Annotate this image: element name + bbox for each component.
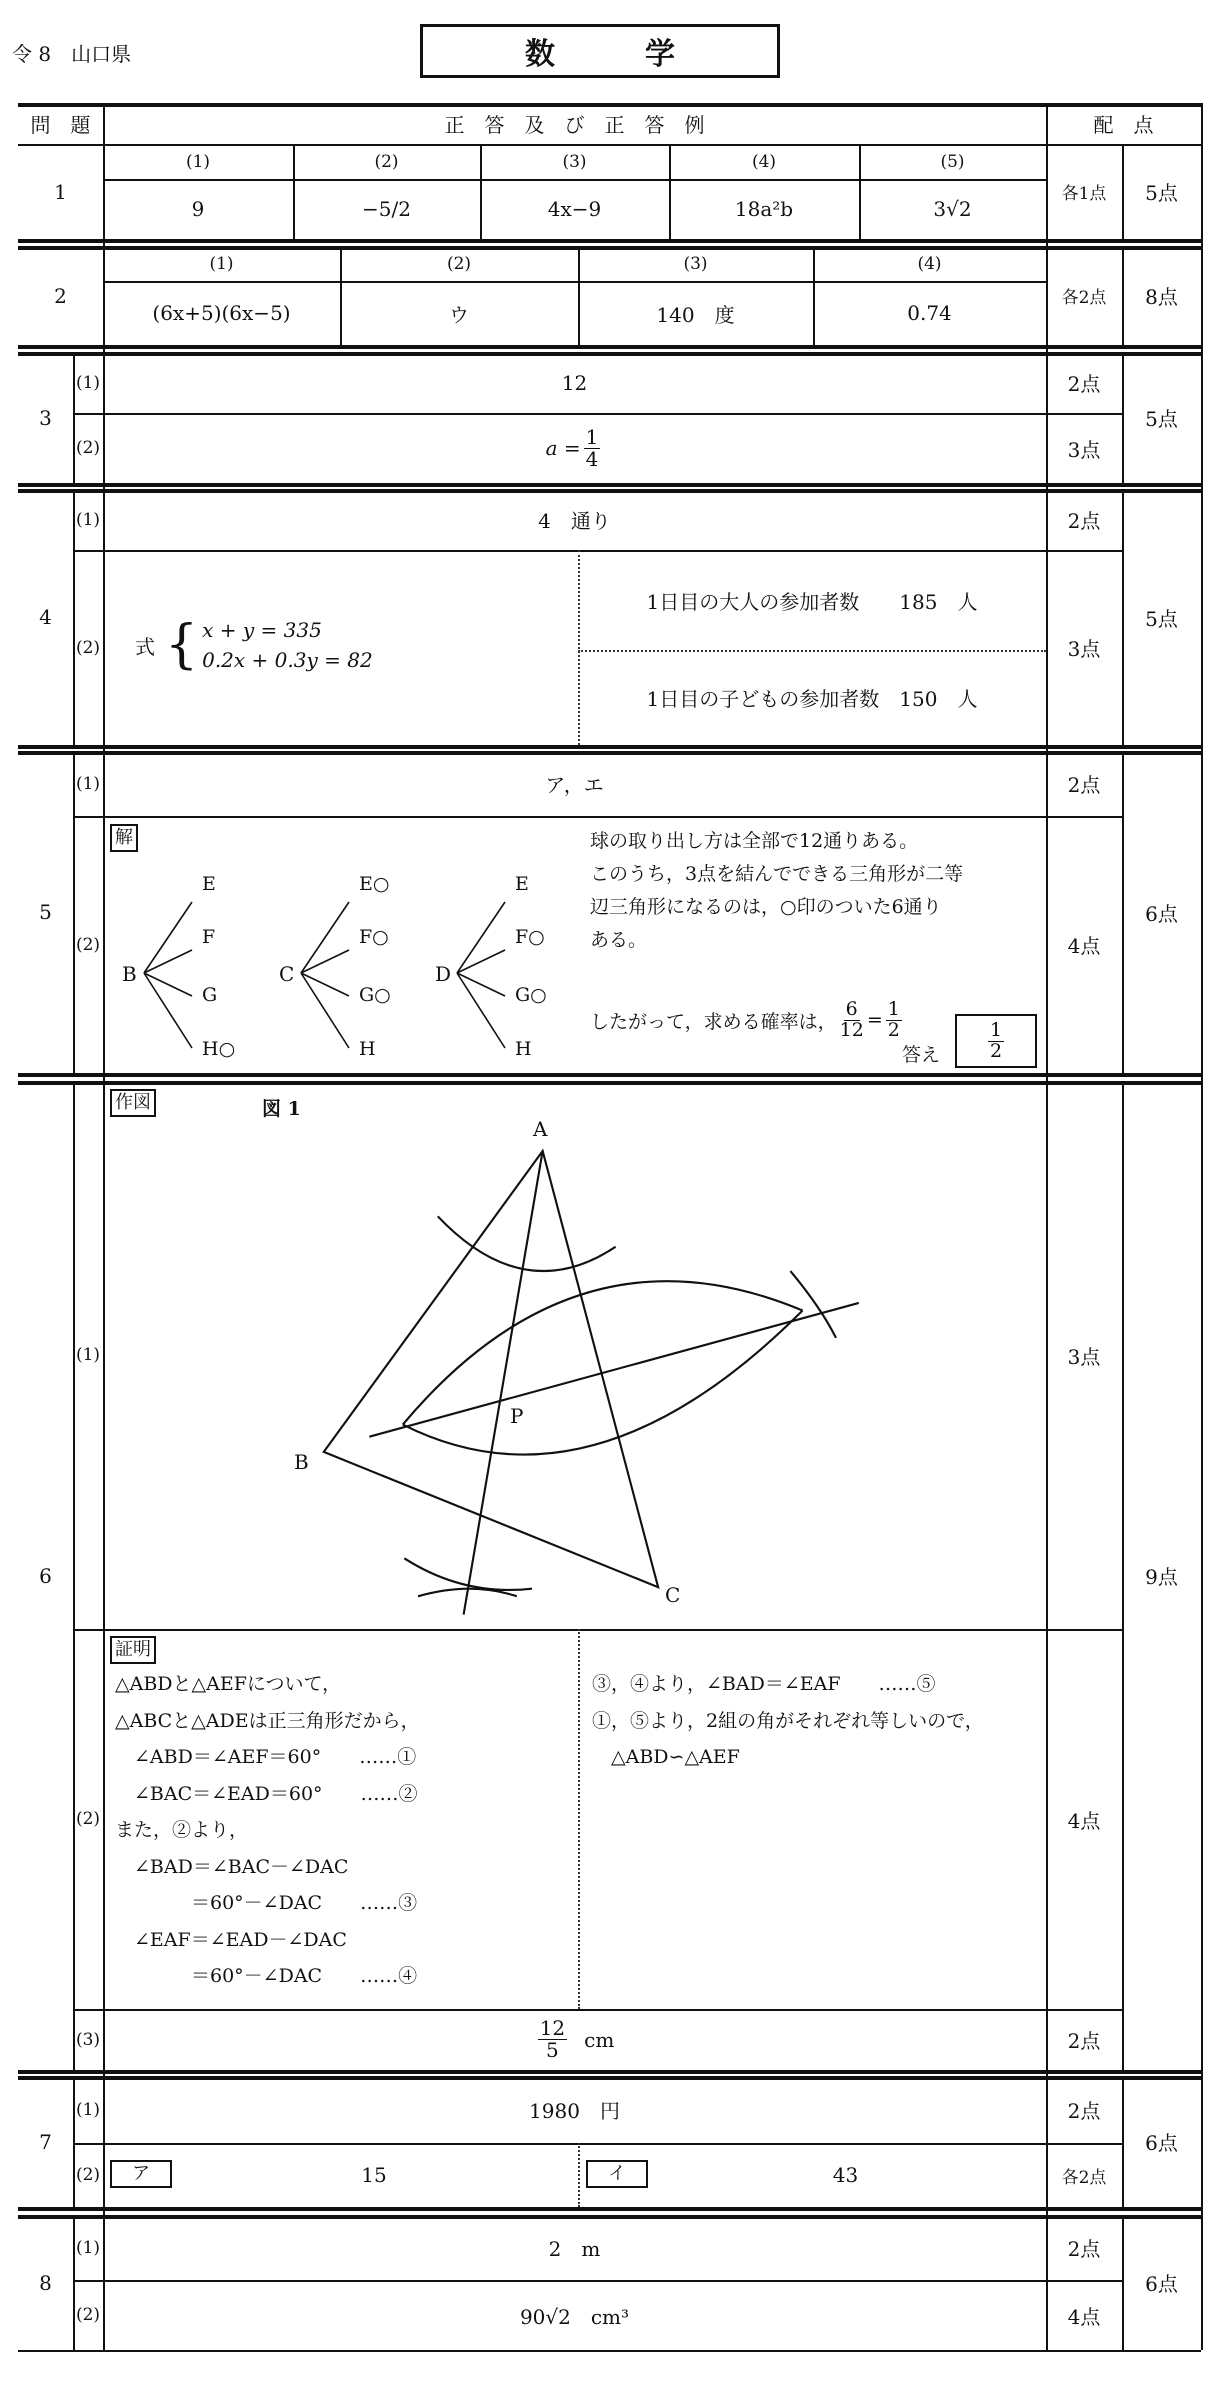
q2-number: 2 (54, 283, 67, 308)
tree-leaf: G○ (359, 984, 391, 1006)
q3-points2: 3点 (1067, 437, 1101, 462)
q7-sub1: (1) (75, 2099, 101, 2120)
tree-root: B (122, 962, 137, 986)
q6-points2: 4点 (1067, 1808, 1101, 1833)
q5-points1: 2点 (1067, 773, 1101, 797)
q1-label-3: (3) (562, 151, 587, 172)
q3-sub1: (1) (75, 372, 101, 393)
q5-equals: = (866, 1009, 883, 1032)
header-points: 配 点 (1093, 113, 1154, 137)
q2-label-3: (3) (683, 253, 708, 274)
proof-line: ∠ABD＝∠AEF＝60° ……① (115, 1746, 417, 1768)
tree-leaf: E○ (359, 873, 390, 895)
proof-line: △ABD∽△AEF (592, 1746, 740, 1768)
q1-label-5: (5) (940, 151, 965, 172)
proof-line: ∠BAC＝∠EAD＝60° ……② (115, 1782, 418, 1805)
point-b-label: B (294, 1450, 309, 1474)
arc-lower (403, 1311, 803, 1455)
q7-value-i: 43 (832, 2163, 859, 2187)
q3-sub2: (2) (75, 438, 101, 458)
proof-line: ∠BAD＝∠BAC－∠DAC (115, 1855, 349, 1878)
tree-leaf: G○ (515, 984, 547, 1006)
q1-label-2: (2) (374, 151, 399, 172)
line-a-bisector (464, 1151, 543, 1615)
q2-label-2: (2) (446, 253, 472, 274)
q8-sub1: (1) (75, 2237, 101, 2258)
q1-label-4: (4) (751, 151, 777, 172)
q8-number: 8 (39, 2270, 52, 2295)
q1-answer-3: 4x−9 (547, 197, 602, 221)
q5-conclusion-text: したがって，求める確率は， (590, 1010, 837, 1033)
q5-explanation-line: ある。 (590, 929, 648, 951)
q6-total: 9点 (1145, 1565, 1178, 1589)
proof-line: △ABCと△ADEは正三角形だから， (115, 1709, 420, 1732)
q4-equations: 式 { x + y = 335 0.2x + 0.3y = 82 (135, 615, 373, 675)
tree-leaf: E (515, 873, 529, 895)
q3-total: 5点 (1145, 407, 1178, 431)
q5-answer-label: 答え (902, 1044, 941, 1066)
q2-total-points: 8点 (1145, 285, 1178, 309)
point-c-label: C (665, 1583, 681, 1607)
q2-each-points: 各2点 (1061, 288, 1107, 308)
q4-sub2: (2) (75, 637, 101, 658)
q4-sub1: (1) (75, 509, 101, 530)
q2-answer-2: ウ (449, 302, 469, 327)
q4-number: 4 (39, 605, 52, 629)
header-answers: 正 答 及 び 正 答 例 (444, 113, 705, 137)
q4-answer1: 4 通り (538, 509, 611, 533)
header-q: 問 題 (30, 113, 91, 137)
q1-answer-1: 9 (191, 197, 205, 221)
q3-fraction: $\frac{1}{4}$ (585, 424, 599, 471)
q5-explanation-line: 辺三角形になるのは，○印のついた6通り (590, 896, 942, 918)
tree-leaf: F○ (359, 926, 389, 948)
q2-answer-1: (6x+5)(6x−5) (152, 301, 291, 325)
arc-bottom (404, 1558, 532, 1590)
q1-answer-5: 3√2 (933, 197, 972, 221)
q5-explanation-line: 球の取り出し方は全部で12通りある。 (590, 830, 919, 852)
q1-answer-2: −5/2 (362, 197, 411, 221)
q6-number: 6 (39, 1563, 52, 1588)
q3-answer1: 12 (561, 370, 588, 395)
arc-top-right (790, 1271, 836, 1338)
q7-label-i: イ (586, 2160, 648, 2188)
q4-adults: 1日目の大人の参加者数 185 人 (646, 589, 978, 614)
q6-sub2: (2) (75, 1809, 101, 1829)
q8-points2: 4点 (1067, 2304, 1101, 2329)
q4-total: 5点 (1145, 606, 1178, 631)
tree-leaf: H○ (202, 1038, 236, 1060)
page-title: 数 学 (525, 37, 675, 72)
q5-points2: 4点 (1067, 934, 1101, 958)
q6-shomei-label: 証明 (110, 1636, 156, 1664)
q7-number: 7 (39, 2129, 52, 2154)
proof-line: ＝60°－∠DAC ……④ (115, 1965, 418, 1987)
q7-value-a: 15 (361, 2163, 387, 2187)
header-left: 令 8 山口県 (12, 42, 132, 66)
q4-shiki: 式 (135, 634, 155, 659)
q2-answer-4: 0.74 (907, 301, 952, 325)
q7-answer1: 1980 円 (529, 2099, 620, 2123)
q5-answer1: ア，エ (545, 773, 604, 797)
q7-total: 6点 (1145, 2131, 1178, 2155)
q8-answer1: 2 m (548, 2237, 601, 2261)
q2-label-1: (1) (209, 253, 234, 274)
q4-points1: 2点 (1067, 509, 1101, 533)
q3-a-label: a = (545, 436, 581, 460)
triangle-abc (324, 1151, 658, 1587)
q6-answer3: $\frac{12}{5}$ cm (539, 2016, 615, 2062)
proof-line: ③，④より，∠BAD＝∠EAF ……⑤ (592, 1673, 936, 1695)
tree-leaf: H (359, 1038, 376, 1060)
proof-line: △ABDと△AEFについて， (115, 1673, 342, 1695)
q1-number: 1 (54, 179, 67, 204)
q4-eq1: x + y = 335 (202, 618, 322, 642)
q4-points2: 3点 (1067, 637, 1101, 661)
tree-leaf: H (515, 1038, 532, 1060)
proof-line: ∠EAF＝∠EAD－∠DAC (115, 1928, 347, 1951)
q4-children: 1日目の子どもの参加者数 150 人 (646, 687, 978, 711)
q5-total: 6点 (1145, 901, 1178, 926)
q5-answer-box: $\frac{1}{2}$ (955, 1014, 1037, 1068)
q5-frac1: $\frac{6}{12}$ (839, 998, 864, 1041)
q5-kai-label: 解 (110, 824, 138, 852)
q7-points1: 2点 (1067, 2099, 1101, 2123)
tree-leaf: E (202, 873, 216, 895)
q1-label-1: (1) (185, 151, 211, 172)
q5-sub2: (2) (75, 934, 101, 955)
arc-upper (403, 1281, 803, 1424)
q2-label-4: (4) (917, 253, 942, 274)
q5-frac2: $\frac{1}{2}$ (887, 998, 900, 1041)
point-p-label: P (510, 1404, 524, 1428)
q8-sub2: (2) (75, 2305, 101, 2325)
q6-points1: 3点 (1067, 1344, 1101, 1369)
q4-eq2: 0.2x + 0.3y = 82 (202, 648, 373, 672)
q1-answer-4: 18a²b (734, 197, 794, 221)
q3-points1: 2点 (1067, 372, 1101, 396)
point-a-label: A (533, 1117, 548, 1141)
q8-total: 6点 (1145, 2272, 1178, 2296)
q8-points1: 2点 (1067, 2237, 1101, 2261)
proof-line: ①，⑤より，2組の角がそれぞれ等しいので， (592, 1709, 984, 1732)
q6-figure-label: 図 1 (262, 1098, 301, 1120)
tree-leaf: F (202, 926, 216, 948)
q6-points3: 2点 (1067, 2029, 1101, 2053)
tree-root: D (435, 962, 452, 986)
q5-sub1: (1) (75, 773, 101, 794)
q7-sub2: (2) (75, 2165, 101, 2185)
q6-sakuzu-label: 作図 (110, 1089, 156, 1117)
q2-answer-3: 140 度 (656, 302, 735, 327)
q3-number: 3 (39, 405, 52, 430)
q7-points2: 各2点 (1061, 2167, 1107, 2188)
proof-line: また，②より， (115, 1819, 249, 1841)
q6-sub1: (1) (75, 1345, 101, 1365)
proof-line: ＝60°－∠DAC ……③ (115, 1892, 418, 1914)
q1-each-points: 各1点 (1061, 184, 1107, 204)
q8-answer2: 90√2 cm³ (519, 2304, 630, 2329)
q7-label-a: ア (110, 2160, 172, 2188)
q5-explanation-line: このうち，3点を結んでできる三角形が二等 (590, 863, 964, 885)
tree-leaf: G (202, 984, 218, 1006)
q5-number: 5 (39, 900, 52, 924)
q1-total-points: 5点 (1145, 181, 1178, 205)
tree-root: C (279, 962, 295, 986)
tree-leaf: F○ (515, 926, 545, 948)
q6-sub3: (3) (75, 2029, 101, 2050)
